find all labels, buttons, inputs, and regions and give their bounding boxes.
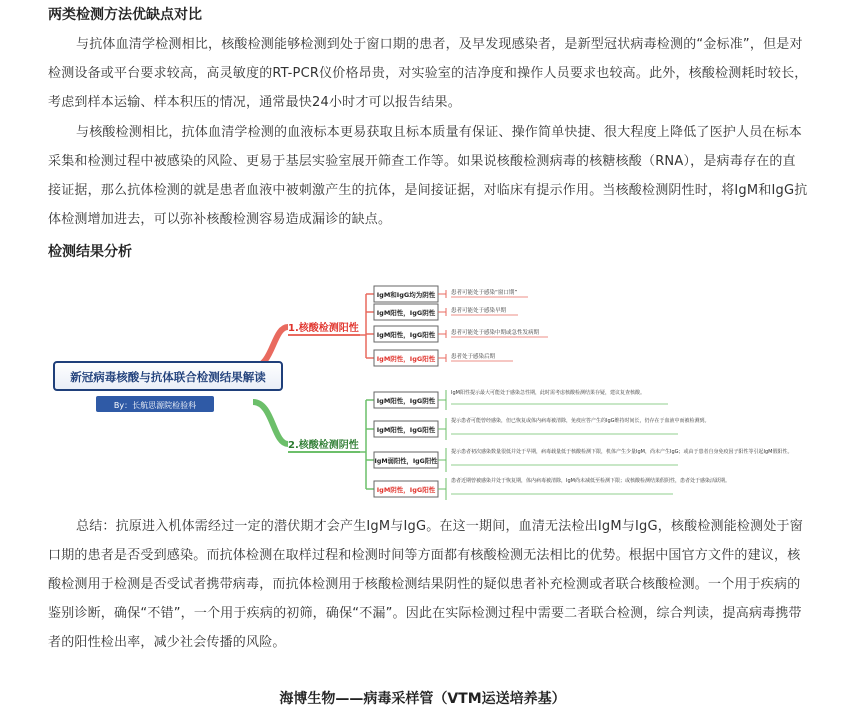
b1-item-4-label: IgM阴性，IgG阳性 [376,355,436,363]
b2-item-4-label: IgM阴性，IgG阳性 [376,486,436,494]
paragraph-summary: 总结：抗原进入机体需经过一定的潜伏期才会产生IgM与IgG。在这一期间，血清无法检出IgM与IgG，核酸检测能检测处于窗口期的患者是否受到感染。而抗体检测在取样过程和检测时间等方面都有核酸检测无法相比的优势。根据中国官方文件的建议，核酸检测用于检测是否受试者携带病毒，而抗体检测用于核酸检测结果阴性的疑似患者补充检测或者联合核酸检测。一个用于疾病的鉴别诊断，确保“不错”，一个用于疾病的初筛，确保“不漏”。因此在实际检测过程中需要二者联合检测，综合判读，提高病毒携带者的阳性检出率，减少社会传播的风险。 [48,519,803,650]
center-node [54,362,282,412]
center-title: 新冠病毒核酸与抗体联合检测结果解读 [70,370,266,384]
b1-item-3-note: 患者可能处于感染中期或急性发病期 [451,330,540,336]
center-subtitle: By：长航思源院检验科 [113,401,197,410]
branch-negative [288,400,374,489]
b2-item-2-note: 提示患者可能曾经感染，但已恢复或体内病毒被清除，免疫应答产生的IgG维持时间长，仍存在于血液中而被检测到。 [451,418,710,424]
b1-item-2-note: 患者可能处于感染早期 [451,308,507,314]
result-mindmap [48,272,793,502]
branch-negative-label: 2.核酸检测阴性 [288,440,359,451]
b2-item-3-note: 提示患者初次感染数量很低并处于早期，病毒载量低于核酸检测下限，机体产生少量IgM，尚未产生IgG；或由于患者自身免疫因子阳性等引起IgM假阳性。 [451,449,793,455]
branch-positive-label: 1.核酸检测阳性 [288,323,359,334]
b2-item-1-label: IgM阳性，IgG阴性 [376,397,436,405]
section-title-comparison: 两类检测方法优缺点对比 [48,7,202,23]
paragraph-nucleic-acid: 与抗体血清学检测相比，核酸检测能够检测到处于窗口期的患者，及早发现感染者，是新型冠状病毒检测的“金标准”，但是对检测设备或平台要求较高，高灵敏度的RT-PCR仪价格昂贵，对实验室的洁净度和操作人员要求也较高。此外，核酸检测耗时较长，考虑到样本运输、样本积压的情况，通常最快24小时才可以报告结果。 [48,37,808,110]
b1-item-1 [374,286,528,302]
b1-item-4 [374,350,513,366]
b2-item-3 [374,448,792,472]
b1-item-1-label: IgM和IgG均为阴性 [376,291,436,299]
paragraph-antibody: 与核酸检测相比，抗体血清学检测的血液标本更易获取且标本质量有保证、操作简单快捷、很大程度上降低了医护人员在标本采集和检测过程中被感染的风险、更易于基层实验室展开筛查工作等。如果说核酸检测病毒的核糖核酸（RNA），是病毒存在的直接证据，那么抗体检测的就是患者血液中被刺激产生的抗体，是间接证据，对临床有提示作用。当核酸检测阴性时，将IgM和IgG抗体检测增加进去，可以弥补核酸检测容易造成漏诊的缺点。 [48,125,808,227]
b2-item-4 [374,477,730,500]
b2-item-2 [374,417,710,440]
product-footer: 海博生物——病毒采样管（VTM运送培养基） [279,691,566,707]
section-title-results: 检测结果分析 [48,244,132,260]
b1-item-3 [374,326,548,342]
b1-item-2-label: IgM阳性，IgG阴性 [376,309,436,317]
connector-branch2 [253,402,288,444]
b2-item-4-note: 患者近期曾被感染并处于恢复期，体内病毒被清除，IgM尚未减低至检测下限；或核酸检测结果假阴性，患者处于感染活跃期。 [451,478,730,484]
b1-item-3-label: IgM阳性，IgG阳性 [376,331,436,339]
b2-item-2-label: IgM阳性，IgG阳性 [376,426,436,434]
b2-item-1 [374,389,668,410]
branch-positive [288,294,374,358]
b2-item-1-note: IgM阳性提示最大可能处于感染急性期，此时需考虑核酸检测结果存疑，建议复查核酸。 [451,390,645,396]
b1-item-1-note: 患者可能处于感染“窗口期” [451,290,518,296]
b1-item-4-note: 患者处于感染后期 [451,354,496,360]
b1-item-2 [374,304,518,320]
b2-item-3-label: IgM弱阳性，IgG阳性 [374,458,438,465]
